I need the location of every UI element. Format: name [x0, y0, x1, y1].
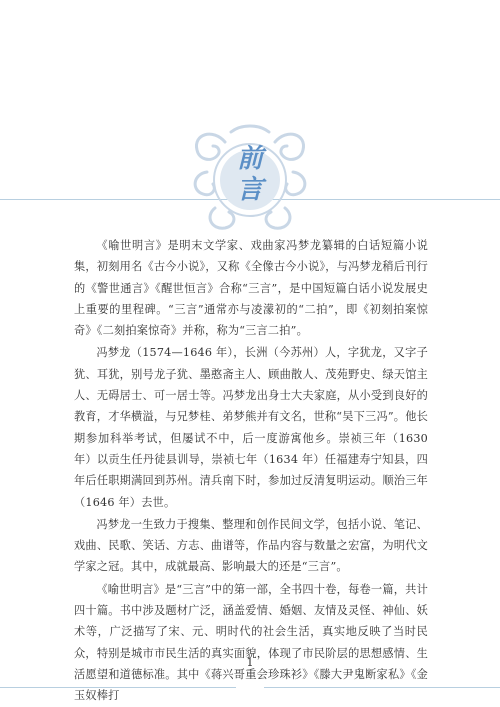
chapter-title: 前言	[236, 144, 263, 205]
paragraph-4: 《喻世明言》是“三言”中的第一部，全书四十卷，每卷一篇，共计四十篇。书中涉及题材广泛，涵盖爱情、婚姻、友情及灵怪、神仙、妖术等，广泛描写了宋、元、明时代的社会生活，真实地反映了当时民众，特别是城市市民生活的真实面貌，体现了市民阶层的思想感情、生活愿望和道德标准。其中《蒋兴哥重会珍珠衫》《滕大尹鬼断家私》《金玉奴棒打	[74, 582, 428, 703]
chapter-heading	[185, 120, 315, 240]
paragraph-1: 《喻世明言》是明末文学家、戏曲家冯梦龙纂辑的白话短篇小说集，初刻用名《古今小说》，又称《全像古今小说》，与冯梦龙稍后刊行的《警世通言》《醒世恒言》合称“三言”，是中国短篇白话小说发展史上重要的里程碑。“三言”通常亦与凌濛初的“二拍”，即《初刻拍案惊奇》《二刻拍案惊奇》并称，称为“三言二拍”。	[74, 239, 428, 338]
paragraph-2: 冯梦龙（1574—1646 年），长洲（今苏州）人，字犹龙，又字子犹、耳犹，别号龙子犹、墨憨斋主人、顾曲散人、茂苑野史、绿天馆主人、无碍居士、可一居士等。冯梦龙出身士大夫家庭，从小受到良好的教育，才华横溢，与兄梦桂、弟梦熊并有文名，世称“吴下三冯”。他长期参加科举考试，但屡试不中，后一度游寓他乡。崇祯三年（1630 年）以贡生任丹徒县训导，崇祯七年（1634 年）任福建寿宁知县，四年后任职期满回到苏州。清兵南下时，参加过反清复明运动。顺治三年（1646 年）去世。	[74, 346, 428, 509]
preface-body	[74, 235, 428, 707]
footer-divider-left	[0, 687, 236, 688]
paragraph-3: 冯梦龙一生致力于搜集、整理和创作民间文学，包括小说、笔记、戏曲、民歌、笑话、方志、曲谱等，作品内容与数量之宏富，为明代文学家之冠。其中，成就最高、影响最大的还是“三言”。	[74, 517, 428, 574]
page-number: 1	[246, 656, 254, 669]
footer-divider-right	[264, 687, 500, 688]
